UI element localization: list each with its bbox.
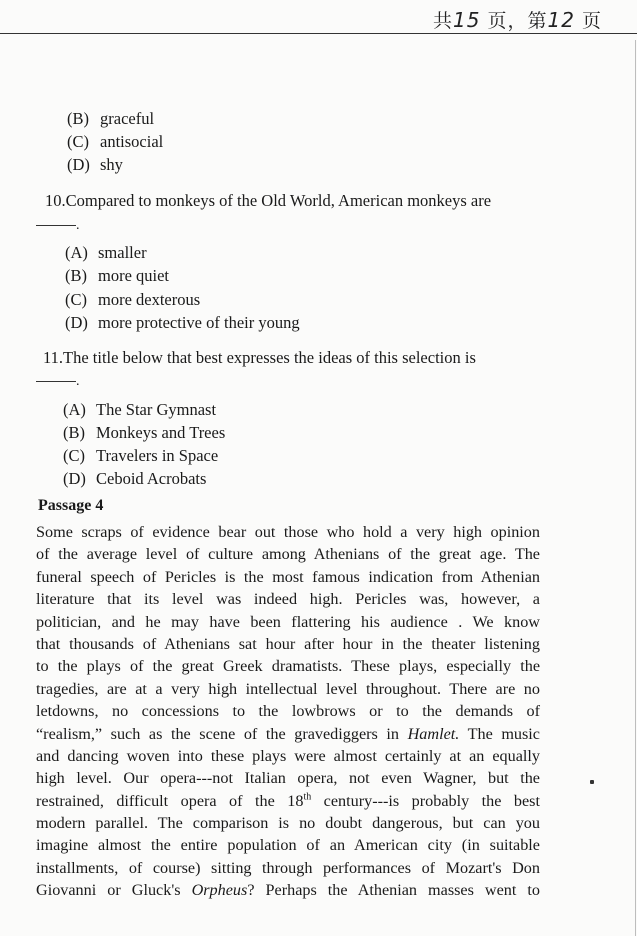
passage-text: restrained, difficult opera of the 18 — [36, 791, 304, 810]
page-total-suffix: 页，第 — [487, 10, 548, 32]
page-total-prefix: 共 — [433, 10, 454, 32]
option-text: more dexterous — [98, 290, 201, 309]
scan-speck — [590, 780, 594, 784]
passage-line: installments, of course) sitting through performances of Mozart's Don — [36, 858, 540, 877]
option-letter: (D) — [65, 313, 88, 332]
total-pages: 15 — [453, 8, 481, 32]
option-letter: (B) — [67, 109, 89, 128]
passage-line: literature that its level was indeed high. Pericles was, however, a — [36, 590, 540, 609]
current-page: 12 — [547, 8, 575, 32]
passage-line: letdowns, no concessions to the lowbrows or to the demands of — [36, 702, 540, 721]
page-header — [0, 0, 637, 36]
answer-blank-line — [36, 381, 76, 382]
q11-option-b[interactable] — [63, 423, 225, 443]
ordinal-superscript: th — [303, 791, 312, 803]
blank-period: . — [76, 218, 80, 233]
passage-line: to the plays of the great Greek dramatists. These plays, especially the — [36, 657, 540, 676]
page-counter — [433, 6, 602, 33]
option-text: graceful — [100, 109, 155, 128]
passage-line: funeral speech of Pericles is the most famous indication from Athenian — [36, 567, 540, 586]
passage-line: that thousands of Athenians sat hour after hour in the theater listening — [36, 634, 540, 653]
option-letter: (D) — [67, 155, 90, 174]
blank-period: . — [76, 374, 80, 389]
option-letter: (C) — [63, 446, 85, 465]
q10-option-c[interactable] — [65, 290, 200, 310]
q11-option-d[interactable] — [63, 469, 206, 489]
passage-line: tragedies, are at a very high intellectual level throughout. There are no — [36, 679, 540, 698]
passage-line: politician, and he may have been flattering his audience . We know — [36, 612, 540, 631]
scan-edge — [635, 40, 636, 936]
q10-option-d[interactable] — [65, 313, 300, 333]
question-10-blank — [36, 218, 80, 234]
passage-text: “realism,” such as the scene of the gravediggers in — [36, 724, 400, 743]
passage-line-orpheus — [36, 879, 540, 901]
question-11-blank — [36, 374, 80, 390]
option-letter: (C) — [65, 290, 87, 309]
option-text: Ceboid Acrobats — [96, 469, 207, 488]
option-letter: (A) — [65, 243, 88, 262]
option-letter: (D) — [63, 469, 86, 488]
option-text: Monkeys and Trees — [96, 423, 226, 442]
passage-line: of the average level of culture among Athenians of the great age. The — [36, 545, 540, 564]
option-text: antisocial — [100, 132, 164, 151]
q9-option-c[interactable] — [67, 132, 163, 152]
q9-option-d[interactable] — [67, 155, 123, 175]
option-text: more protective of their young — [98, 313, 300, 332]
passage-text: ? Perhaps the Athenian masses went to — [247, 881, 540, 900]
answer-blank-line — [36, 225, 76, 226]
q11-option-a[interactable] — [63, 400, 216, 420]
passage-line: high level. Our opera---not Italian opera, not even Wagner, but the — [36, 769, 540, 788]
option-text: The Star Gymnast — [96, 400, 217, 419]
page-current-suffix: 页 — [582, 10, 603, 32]
option-letter: (C) — [67, 132, 89, 151]
question-11-stem: 11.The title below that best expresses the ideas of this selection is — [43, 348, 476, 367]
q9-option-b[interactable] — [67, 109, 154, 129]
q10-option-a[interactable] — [65, 243, 147, 263]
passage-line-century — [36, 790, 540, 812]
passage-body — [36, 521, 540, 902]
option-text: Travelers in Space — [96, 446, 219, 465]
title-orpheus: Orpheus — [191, 881, 248, 900]
passage-line-hamlet — [36, 723, 540, 745]
option-text: more quiet — [98, 266, 170, 285]
q11-option-c[interactable] — [63, 446, 218, 466]
passage-text: The music — [459, 724, 540, 743]
passage-line: and dancing woven into these plays were almost certainly at an equally — [36, 746, 540, 765]
passage-text: century---is probably the best — [311, 791, 540, 810]
passage-line: modern parallel. The comparison is no doubt dangerous, but can you — [36, 814, 540, 833]
option-letter: (B) — [63, 423, 85, 442]
passage-text: Giovanni or Gluck's — [36, 881, 181, 900]
option-letter: (A) — [63, 400, 86, 419]
title-hamlet: Hamlet. — [407, 724, 460, 743]
passage-line: Some scraps of evidence bear out those who hold a very high opinion — [36, 523, 540, 541]
option-text: shy — [100, 155, 123, 174]
passage-line: imagine almost the entire population of an American city (in suitable — [36, 836, 540, 855]
option-letter: (B) — [65, 266, 87, 285]
q10-option-b[interactable] — [65, 266, 169, 286]
question-10-stem: 10.Compared to monkeys of the Old World, American monkeys are — [45, 191, 492, 210]
passage-title: Passage 4 — [38, 497, 104, 514]
option-text: smaller — [98, 243, 147, 262]
header-rule — [0, 33, 637, 34]
